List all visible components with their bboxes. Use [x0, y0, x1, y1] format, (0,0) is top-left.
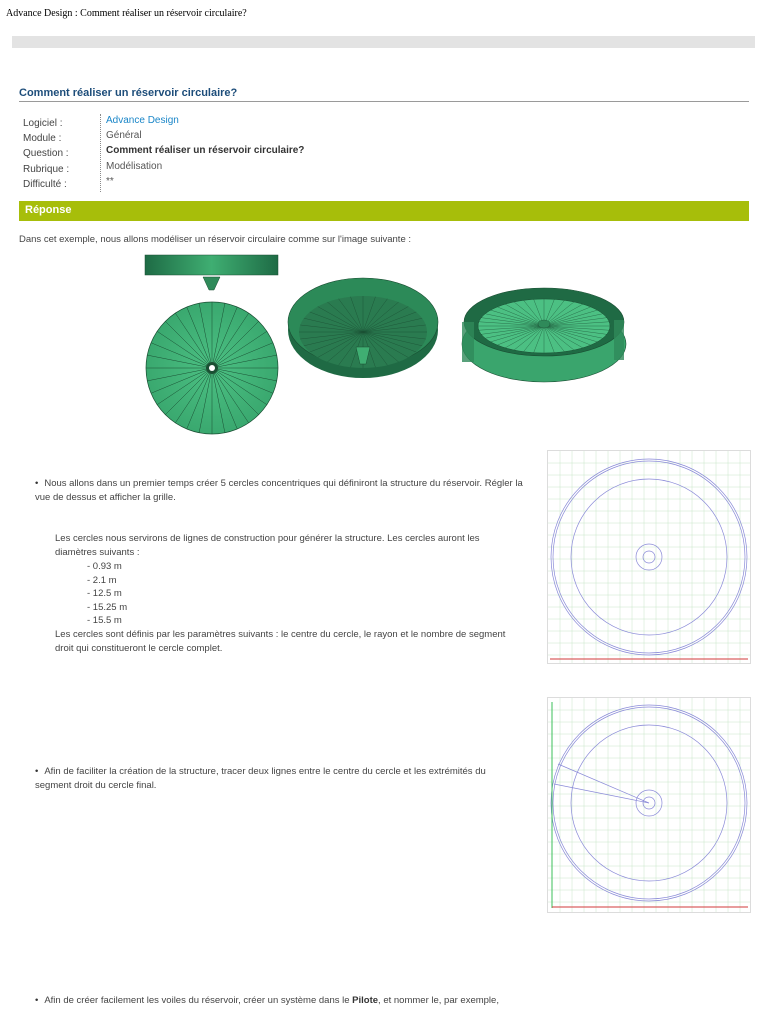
section-title: Réponse — [25, 204, 72, 216]
tank-top-view — [145, 255, 278, 434]
meta-label-question: Question : — [23, 148, 69, 160]
rubrique-value: Modélisation — [106, 160, 163, 172]
diameter-item: - 15.25 m — [87, 601, 128, 613]
difficulte-value: ** — [106, 175, 114, 187]
meta-labels — [23, 117, 69, 193]
bullet-icon: • — [35, 995, 39, 1006]
tank-renders-image — [140, 252, 630, 444]
bullet-icon: • — [35, 478, 39, 489]
step2-text: Afin de faciliter la création de la structure, tracer deux lignes entre le centre du cercle et les extrémités du segment droit du cercle final. — [35, 766, 486, 791]
circles-grid-image — [547, 450, 751, 664]
diameter-item: - 2.1 m — [87, 574, 117, 586]
meta-separator — [100, 114, 101, 192]
tank-underside-view — [288, 278, 438, 378]
meta-label-module: Module : — [23, 133, 62, 145]
browser-title: Advance Design : Comment réaliser un réservoir circulaire? — [6, 8, 247, 19]
diameters-list — [87, 560, 127, 628]
title-divider — [19, 101, 749, 102]
tank-double-wall-view — [462, 288, 626, 382]
lines-grid-image — [547, 697, 751, 913]
pilote-term: Pilote — [352, 995, 379, 1006]
diameter-item: - 12.5 m — [87, 588, 122, 599]
step2-bullet — [35, 765, 515, 793]
step3-bullet — [35, 994, 595, 1008]
step3-text-after: , et nommer le, par exemple, — [378, 995, 499, 1006]
section-header — [19, 201, 749, 221]
step1-bullet — [35, 477, 530, 505]
step1-text: Nous allons dans un premier temps créer 5 cercles concentriques qui définiront la structure du réservoir. Régler la vue de dessus et afficher la grille. — [35, 478, 523, 503]
meta-label-difficulte: Difficulté : — [23, 178, 67, 190]
intro-text: Dans cet exemple, nous allons modéliser un réservoir circulaire comme sur l'image suivante : — [19, 234, 412, 245]
meta-values — [106, 114, 304, 190]
step1-note: Les cercles nous servirons de lignes de construction pour générer la structure. Les cercles auront les diamètres suivants : — [55, 533, 480, 558]
diameter-item: - 0.93 m — [87, 561, 122, 572]
step3-text-before: Afin de créer facilement les voiles du réservoir, créer un système dans le — [44, 995, 353, 1006]
top-bar — [12, 36, 755, 48]
question-value: Comment réaliser un réservoir circulaire? — [106, 145, 305, 157]
logiciel-link[interactable]: Advance Design — [106, 115, 179, 126]
module-value: Général — [106, 130, 142, 142]
step1-params: Les cercles sont définis par les paramètres suivants : le centre du cercle, le rayon et le nombre de segment droit qui constitueront le cercle complet. — [55, 629, 506, 654]
page-title: Comment réaliser un réservoir circulaire? — [19, 87, 238, 99]
bullet-icon: • — [35, 766, 39, 777]
meta-label-rubrique: Rubrique : — [23, 163, 70, 175]
meta-label-logiciel: Logiciel : — [23, 118, 63, 129]
diameter-item: - 15.5 m — [87, 615, 122, 626]
